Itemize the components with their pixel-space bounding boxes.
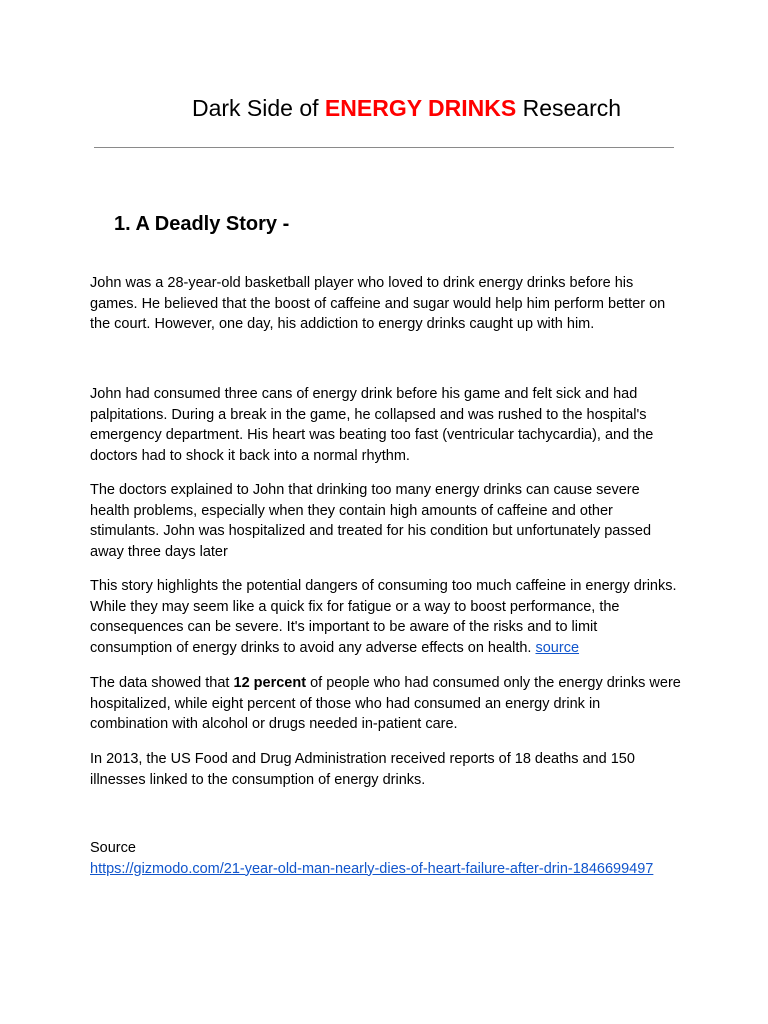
section-heading: 1. A Deadly Story - (114, 213, 290, 235)
paragraph-data-start: The data showed that (90, 675, 234, 691)
source-block (90, 838, 682, 879)
statistic-highlight: 12 percent (233, 675, 307, 691)
document-title (0, 92, 768, 124)
paragraph-warning (90, 576, 682, 659)
paragraph-data-end: of people who had consumed only the energy drinks were hospitalized, while eight percent of those who had consumed an energy drink in combination with alcohol or drugs needed in-patient care. (90, 675, 681, 733)
source-url-link[interactable]: https://gizmodo.com/21-year-old-man-nearly-dies-of-heart-failure-after-drin-1846699497 (90, 860, 654, 877)
title-suffix: Research (516, 95, 622, 121)
paragraph-warning-text: This story highlights the potential dangers of consuming too much caffeine in energy drinks. While they may seem like a quick fix for fatigue or a way to boost performance, the consequences can be severe. It's important to be aware of the risks and to limit consumption of energy drinks to avoid any adverse effects on health. (90, 578, 677, 657)
title-accent: ENERGY DRINKS (324, 95, 517, 121)
source-label: Source (90, 840, 136, 856)
paragraph-fda: In 2013, the US Food and Drug Administration received reports of 18 deaths and 150 illnesses linked to the consumption of energy drinks. (90, 751, 635, 788)
title-prefix: Dark Side of (191, 95, 325, 121)
paragraph-intro: John was a 28-year-old basketball player who loved to drink energy drinks before his games. He believed that the boost of caffeine and sugar would help him perform better on the court. However, one day, his addiction to energy drinks caught up with him. (90, 275, 666, 333)
paragraph-data (90, 673, 682, 735)
source-link-inline[interactable]: source (535, 640, 580, 657)
paragraph-incident: John had consumed three cans of energy drink before his game and felt sick and had palpitations. During a break in the game, he collapsed and was rushed to the hospital's emergency department. His heart was beating too fast (ventricular tachycardia), and the doctors had to shock it back into a normal rhythm. (90, 386, 654, 465)
horizontal-rule (94, 147, 674, 148)
paragraph-outcome: The doctors explained to John that drinking too many energy drinks can cause severe health problems, especially when they contain high amounts of caffeine and other stimulants. John was hospitalized and treated for his condition but unfortunately passed away three days later (90, 482, 652, 561)
